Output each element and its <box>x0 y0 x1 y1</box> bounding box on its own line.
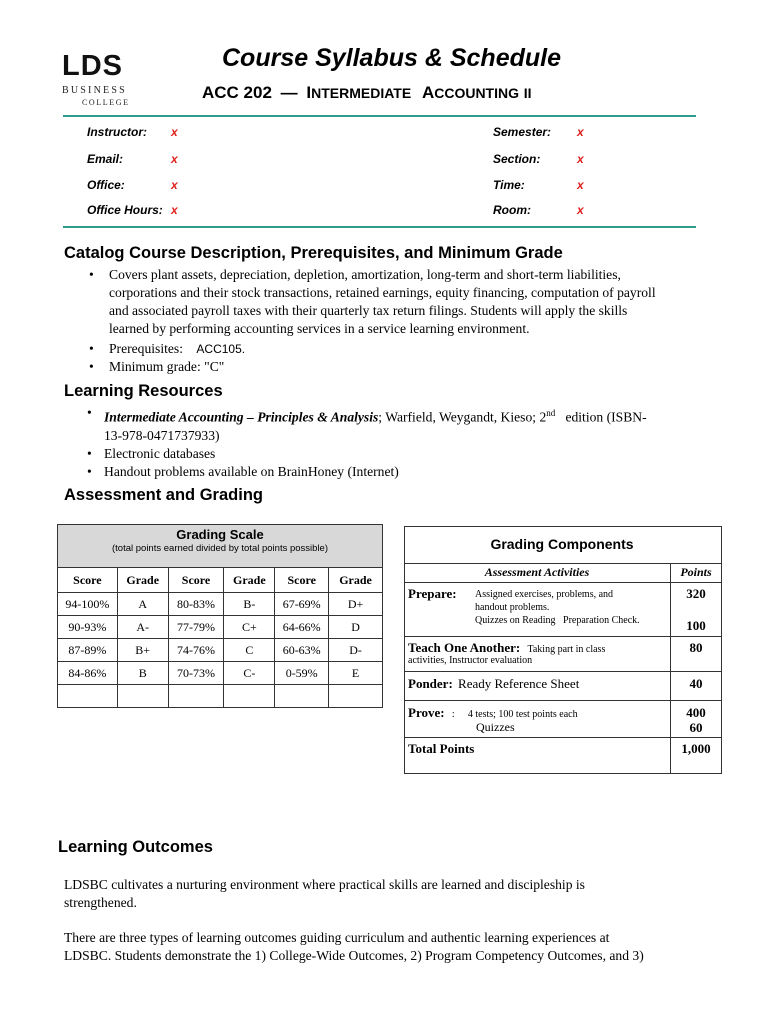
bullet: • <box>89 341 94 356</box>
table-cell: 77-79% <box>168 616 224 639</box>
paragraph-line: strengthened. <box>64 895 137 910</box>
total-points: 1,000 <box>681 741 711 756</box>
min-grade-text: Minimum grade: "C" <box>109 359 225 374</box>
info-label-email: Email: <box>87 152 124 166</box>
col-header-activities: Assessment Activities <box>484 565 590 579</box>
info-value-email: x <box>171 152 178 166</box>
col-header-points: Points <box>680 565 712 579</box>
table-cell <box>275 685 329 708</box>
prepare-desc-line: Quizzes on Reading Preparation Check. <box>475 615 640 626</box>
prove-quizzes: Quizzes <box>476 720 515 734</box>
resource-text: Handout problems available on BrainHoney (Internet) <box>104 463 399 479</box>
bullet: • <box>89 359 94 374</box>
table-header-row <box>58 568 383 593</box>
prepare-desc-line: Assigned exercises, problems, and <box>475 589 614 600</box>
teach-points: 80 <box>689 640 703 655</box>
prove-desc: 4 tests; 100 test points each <box>467 709 578 720</box>
ponder-label: Ponder: <box>408 676 453 691</box>
column-header: Score <box>275 568 329 593</box>
column-header: Score <box>168 568 224 593</box>
info-label-instructor: Instructor: <box>87 125 147 139</box>
info-label-time: Time: <box>493 178 525 192</box>
course-name-word3: II <box>523 85 532 101</box>
table-cell: 74-76% <box>168 639 224 662</box>
top-rule <box>63 115 696 117</box>
course-code: ACC 202 <box>202 83 272 102</box>
paragraph-line: There are three types of learning outcomes guiding curriculum and authentic learning experiences at <box>64 930 610 945</box>
resource-item <box>87 445 724 463</box>
prove-row <box>408 705 578 721</box>
page-title: Course Syllabus & Schedule <box>222 44 561 72</box>
ponder-desc: Ready Reference Sheet <box>458 676 580 691</box>
catalog-heading: Catalog Course Description, Prerequisites, and Minimum Grade <box>64 244 563 262</box>
info-label-section: Section: <box>493 152 541 166</box>
table-cell: 80-83% <box>168 593 224 616</box>
table-cell: B+ <box>117 639 168 662</box>
table-cell: A <box>117 593 168 616</box>
table-cell <box>117 685 168 708</box>
info-value-semester: x <box>577 125 584 139</box>
row-divider <box>404 700 721 701</box>
textbook-edition: edition (ISBN- <box>555 409 647 425</box>
column-header: Grade <box>117 568 168 593</box>
assessment-heading: Assessment and Grading <box>64 486 263 504</box>
course-title <box>202 83 532 103</box>
outcomes-paragraph-1 <box>64 876 724 912</box>
teach-desc: Taking part in class <box>527 644 606 655</box>
prove-test-points: 400 <box>686 705 706 720</box>
desc-line: Covers plant assets, depreciation, depletion, amortization, long-term and short-term liabilities, <box>109 267 621 282</box>
table-row <box>58 593 383 616</box>
info-label-room: Room: <box>493 203 531 217</box>
logo-subtitle-college: COLLEGE <box>82 98 130 107</box>
row-divider <box>404 671 721 672</box>
table-cell: D <box>329 616 383 639</box>
info-value-office: x <box>171 178 178 192</box>
textbook-title: Intermediate Accounting – Principles & Analysis <box>104 409 379 425</box>
info-label-semester: Semester: <box>493 125 552 139</box>
ponder-points: 40 <box>689 676 703 691</box>
textbook-authors: ; Warfield, Weygandt, Kieso; 2 <box>378 409 547 425</box>
teach-label: Teach One Another: <box>408 640 521 655</box>
paragraph-line: LDSBC. Students demonstrate the 1) College-Wide Outcomes, 2) Program Competency Outcomes, and 3) <box>64 948 644 963</box>
table-cell <box>224 685 275 708</box>
prerequisites <box>89 340 729 358</box>
table-row <box>58 662 383 685</box>
info-label-office: Office: <box>87 178 125 192</box>
info-value-office-hours: x <box>171 203 178 217</box>
desc-line: and associated payroll taxes with their quarterly tax return filings. Students will apply the skills <box>109 303 628 318</box>
prove-label: Prove: <box>408 705 445 720</box>
row-divider <box>404 737 721 738</box>
table-cell: 90-93% <box>58 616 118 639</box>
table-cell: 0-59% <box>275 662 329 685</box>
outcomes-heading: Learning Outcomes <box>58 838 213 856</box>
grading-scale-header <box>57 524 383 568</box>
table-cell: 94-100% <box>58 593 118 616</box>
course-name-word2-cap: A <box>421 83 435 102</box>
bullet: • <box>87 445 92 461</box>
prepare-desc-line: handout problems. <box>475 602 550 613</box>
bullet: • <box>89 267 94 282</box>
info-value-instructor: x <box>171 125 178 139</box>
prepare-description <box>475 588 640 627</box>
bullet: • <box>87 405 92 420</box>
catalog-description <box>89 266 729 338</box>
quiz-points: 100 <box>686 618 706 633</box>
table-row-empty <box>58 685 383 708</box>
table-row <box>58 616 383 639</box>
info-value-room: x <box>577 203 584 217</box>
info-value-section: x <box>577 152 584 166</box>
resource-item <box>87 463 724 481</box>
table-cell: 84-86% <box>58 662 118 685</box>
info-label-office-hours: Office Hours: <box>87 203 163 217</box>
column-header: Score <box>58 568 118 593</box>
prereq-value: ACC105. <box>196 342 246 356</box>
grading-scale-title: Grading Scale <box>176 527 264 542</box>
column-header: Grade <box>329 568 383 593</box>
table-cell <box>58 685 118 708</box>
table-cell: 87-89% <box>58 639 118 662</box>
course-name-word2-rest: CCOUNTING <box>434 85 519 101</box>
textbook-edition-sup: nd <box>546 408 556 418</box>
paragraph-line: LDSBC cultivates a nurturing environment where practical skills are learned and discipleship is <box>64 877 585 892</box>
grading-components-title: Grading Components <box>490 536 634 552</box>
textbook-isbn: 13-978-0471737933) <box>104 427 220 443</box>
textbook-item <box>87 404 724 445</box>
teach-row <box>408 640 605 656</box>
catalog-list <box>89 266 729 376</box>
table-cell: 60-63% <box>275 639 329 662</box>
table-cell: 64-66% <box>275 616 329 639</box>
table-cell <box>329 685 383 708</box>
column-header: Grade <box>224 568 275 593</box>
prepare-points: 320 <box>686 586 706 601</box>
grading-scale-subtitle: (total points earned divided by total points possible) <box>112 543 328 554</box>
prereq-label: Prerequisites: <box>109 341 183 356</box>
table-cell: A- <box>117 616 168 639</box>
table-cell: D- <box>329 639 383 662</box>
info-value-time: x <box>577 178 584 192</box>
desc-line: corporations and their stock transactions, retained earnings, equity financing, computation of payroll <box>109 285 656 300</box>
prove-quiz-points: 60 <box>689 720 703 735</box>
teach-desc-line2: activities, Instructor evaluation <box>408 655 533 666</box>
table-cell: C- <box>224 662 275 685</box>
row-divider <box>404 636 721 637</box>
prove-colon: : <box>451 709 455 720</box>
table-cell: E <box>329 662 383 685</box>
total-label: Total Points <box>408 741 475 756</box>
table-cell: C+ <box>224 616 275 639</box>
table-cell: B <box>117 662 168 685</box>
prepare-label: Prepare: <box>408 586 457 601</box>
row-divider <box>404 582 721 583</box>
outcomes-paragraph-2 <box>64 929 744 965</box>
table-cell: D+ <box>329 593 383 616</box>
grading-scale-table <box>57 567 383 708</box>
table-cell: 70-73% <box>168 662 224 685</box>
ponder-row <box>408 676 579 692</box>
desc-line: learned by performing accounting services in a service learning environment. <box>109 321 530 336</box>
logo-subtitle-business: BUSINESS <box>62 85 127 96</box>
course-name-word1-rest: NTERMEDIATE <box>311 85 412 101</box>
row-divider <box>404 563 721 564</box>
table-cell: B- <box>224 593 275 616</box>
bullet: • <box>87 463 92 479</box>
title-dash: — <box>280 83 298 102</box>
info-rule <box>63 226 696 228</box>
minimum-grade <box>89 358 729 376</box>
resources-heading: Learning Resources <box>64 382 223 400</box>
table-cell: C <box>224 639 275 662</box>
course-name-word1-cap: I <box>306 83 312 102</box>
logo: LDS <box>62 50 123 82</box>
table-row <box>58 639 383 662</box>
table-cell <box>168 685 224 708</box>
resource-text: Electronic databases <box>104 445 216 461</box>
table-cell: 67-69% <box>275 593 329 616</box>
resources-list <box>87 404 724 481</box>
